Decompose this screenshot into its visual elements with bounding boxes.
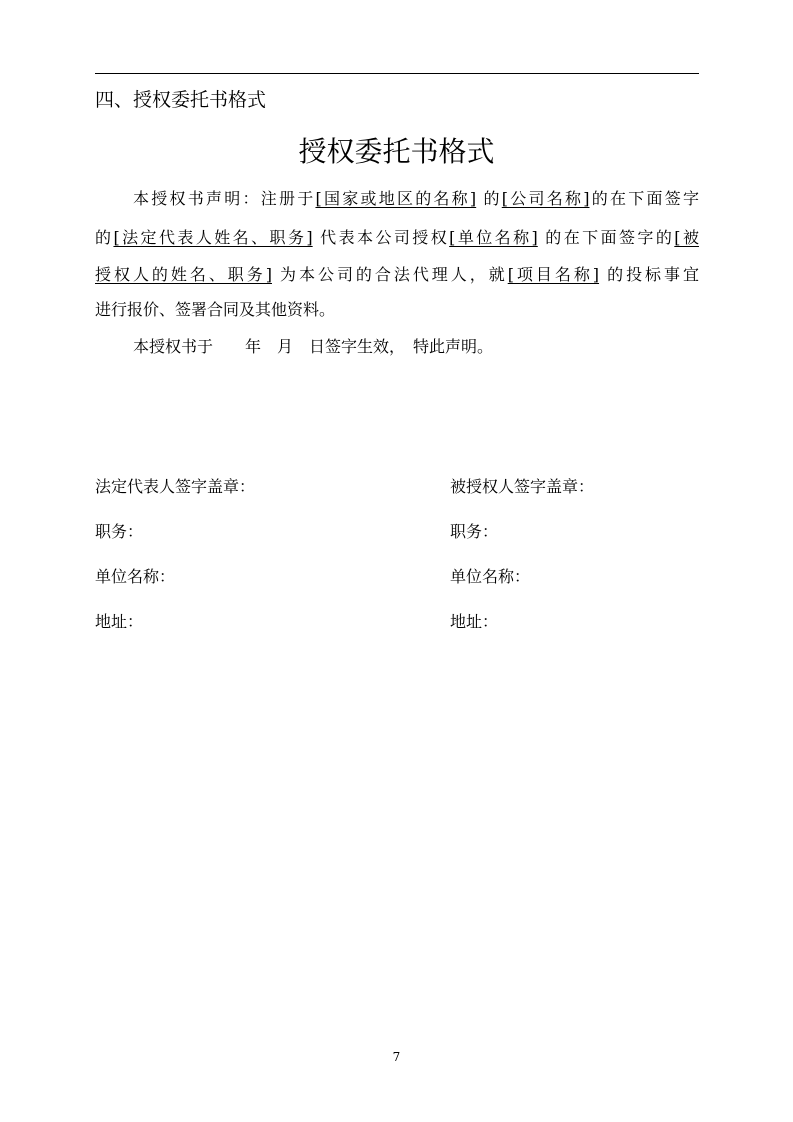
authorized-address-label: 地址： bbox=[450, 612, 499, 631]
header-rule bbox=[95, 73, 699, 74]
authorized-signature-label: 被授权人签字盖章： bbox=[450, 477, 595, 496]
legal-rep-signature-label: 法定代表人签字盖章： bbox=[95, 477, 256, 496]
paragraph-line-4: 进行报价、签署合同及其他资料。 bbox=[95, 300, 336, 319]
text: 代表本公司授权 bbox=[312, 228, 450, 247]
placeholder-legal-rep: [法定代表人姓名、职务] bbox=[113, 228, 313, 247]
paragraph-line-2 bbox=[95, 226, 699, 250]
authorized-title-label: 职务： bbox=[450, 522, 499, 541]
effective-statement: 本授权书于 年 月 日签字生效， 特此声明。 bbox=[133, 337, 494, 356]
text: 的投标事宜 bbox=[599, 265, 699, 284]
placeholder-company: [公司名称] bbox=[501, 189, 590, 208]
legal-rep-title-label: 职务： bbox=[95, 522, 144, 541]
authorized-unit-label: 单位名称： bbox=[450, 567, 531, 586]
page-number: 7 bbox=[392, 1050, 401, 1064]
text: 的在下面签字 bbox=[589, 189, 699, 208]
paragraph-line-3 bbox=[95, 263, 699, 287]
paragraph-line-1 bbox=[133, 187, 699, 211]
placeholder-authorized-person-start: [被 bbox=[674, 228, 699, 247]
text: 的 bbox=[476, 189, 502, 208]
legal-rep-address-label: 地址： bbox=[95, 612, 144, 631]
legal-rep-unit-label: 单位名称： bbox=[95, 567, 176, 586]
section-heading: 四、授权委托书格式 bbox=[95, 89, 267, 111]
placeholder-project-name: [项目名称] bbox=[507, 265, 600, 284]
text: 的 bbox=[95, 228, 114, 247]
placeholder-unit-name: [单位名称] bbox=[449, 228, 538, 247]
placeholder-country: [国家或地区的名称] bbox=[315, 189, 477, 208]
document-title: 授权委托书格式 bbox=[298, 135, 495, 168]
text: 的在下面签字的 bbox=[537, 228, 675, 247]
placeholder-authorized-person-end: 授权人的姓名、职务] bbox=[95, 265, 272, 284]
text: 为本公司的合法代理人，就 bbox=[271, 265, 508, 284]
text: 本授权书声明：注册于 bbox=[133, 189, 316, 208]
